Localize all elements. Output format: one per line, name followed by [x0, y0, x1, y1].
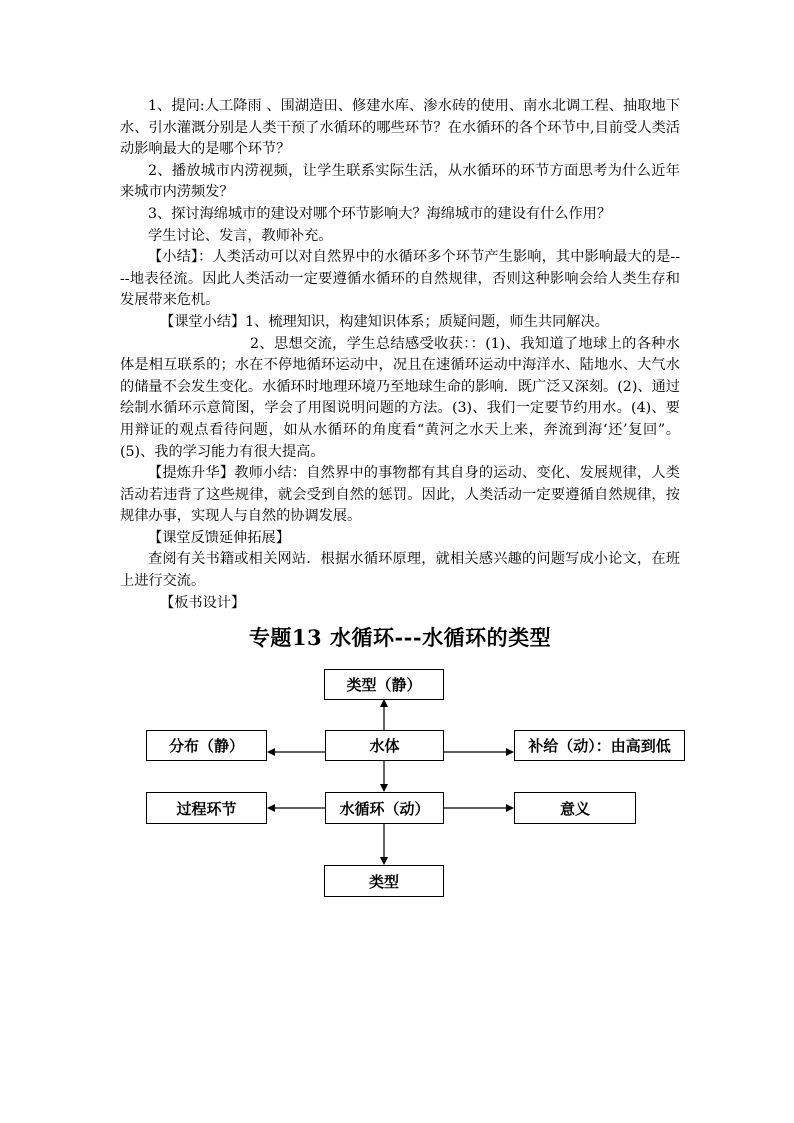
class-summary-text: 1、梳理知识，构建知识体系；质疑问题，师生共同解决。	[245, 313, 609, 330]
box-supply: 补给（动）：由高到低	[514, 730, 685, 761]
box-top-type: 类型（静）	[324, 669, 444, 700]
diagram-title: 专题13 水循环---水循环的类型	[248, 625, 552, 650]
box-process: 过程环节	[146, 792, 267, 824]
summary-text: ：人类活动可以对自然界中的水循环多个环节产生影响，其中影响最大的是----地表径流。因此人类活动一定要遵循水循环的自然规律，否则这种影响会给人类生存和发展带来危机。	[120, 249, 681, 309]
summary-tag: 【小结】	[148, 249, 199, 266]
paragraph-sublimation	[120, 463, 680, 528]
box-distribution: 分布（静）	[146, 730, 267, 761]
paragraph-feedback-heading: 【课堂反馈延伸拓展】	[148, 529, 290, 546]
paragraph-class-summary	[120, 312, 680, 334]
box-bottom-type: 类型	[324, 865, 444, 897]
paragraph-question-1: 1、提问:人工降雨 、围湖造田、修建水库、渗水砖的使用、南水北调工程、抽取地下水、引水灌溉分别是人类干预了水循环的哪些环节？在水循环的各个环节中,目前受人类活动影响最大的是哪个环节？	[120, 98, 680, 158]
paragraph-question-2: 2、播放城市内涝视频，让学生联系实际生活，从水循环的环节方面思考为什么近年来城市内涝频发？	[120, 162, 680, 201]
sublimation-tag: 【提炼升华】	[148, 465, 235, 482]
paragraph-feedback: 查阅有关书籍或相关网站．根据水循环原理，就相关感兴趣的问题写成小论文，在班上进行交流。	[120, 551, 680, 590]
box-water-body: 水体	[325, 730, 444, 761]
sublimation-text: 教师小结：自然界中的事物都有其自身的运动、变化、发展规律，人类活动若违背了这些规律，就会受到自然的惩罚。因此，人类活动一定要遵循自然规律，按规律办事，实现人与自然的协调发展。	[120, 465, 680, 525]
box-meaning: 意义	[514, 792, 636, 824]
paragraph-board-design: 【板书设计】	[160, 594, 246, 611]
paragraph-question-3: 3、探讨海绵城市的建设对哪个环节影响大？海绵城市的建设有什么作用？	[148, 205, 612, 222]
paragraph-discussion: 学生讨论、发言，教师补充。	[148, 227, 333, 244]
body-text	[120, 96, 680, 614]
paragraph-summary	[120, 247, 680, 312]
class-summary-tag: 【课堂小结】	[160, 313, 246, 330]
paragraph-reflection: 2、思想交流，学生总结感受收获：：(1)、我知道了地球上的各种水体是相互联系的；水在不停地循环运动中，况且在速循环运动中海洋水、陆地水、大气水的储量不会发生变化。水循环时地理环境乃至地球生命的影响．既广泛又深刻。(2)、通过绘制水循环示意简图，学会了用图说明问题的方法。(3)、我们一定要节约用水。(4)、要用辩证的观点看待问题，如从水循环的角度看“黄河之水天上来，奔流到海‘还’复回”。(5)、我的学习能力有很大提高。	[120, 335, 680, 460]
box-cycle: 水循环（动）	[325, 792, 444, 824]
